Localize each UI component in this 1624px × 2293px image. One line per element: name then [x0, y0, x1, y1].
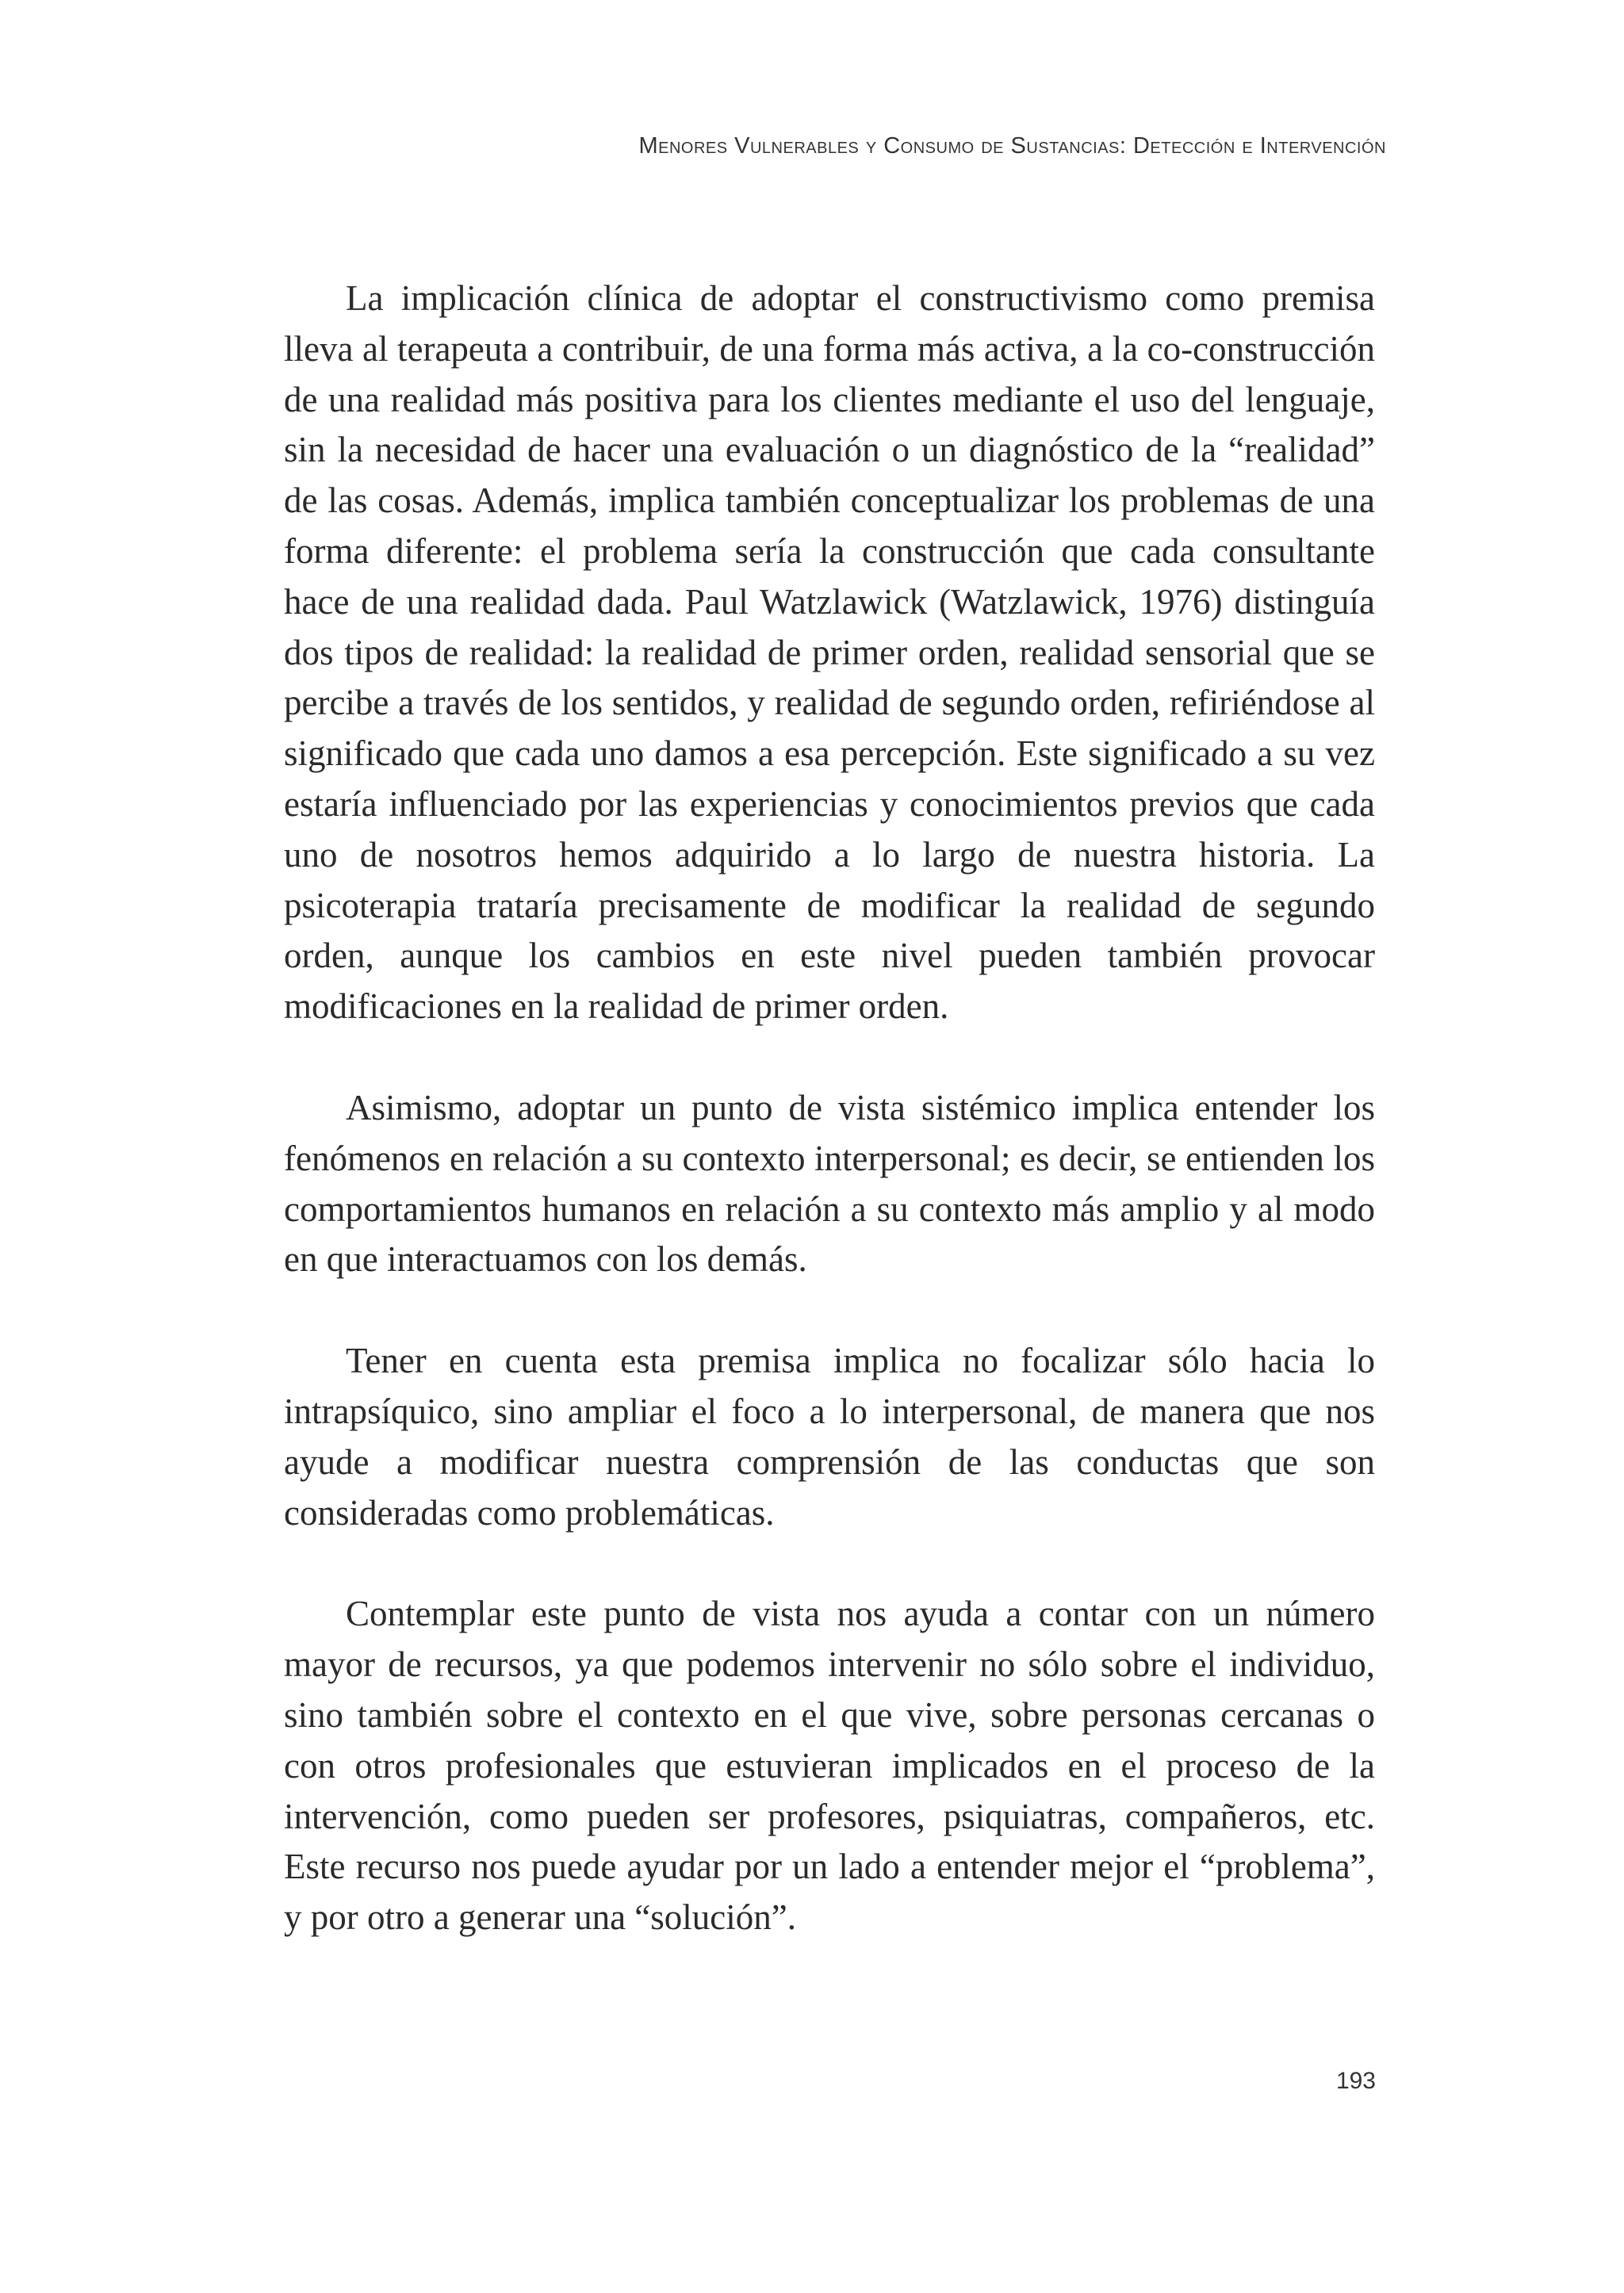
- paragraph-constructivism: La implicación clínica de adoptar el constructivismo como premisa lleva al terapeuta a contribuir, de una forma más activa, a la co-construcción de una realidad más positiva para los clientes mediante el uso del lenguaje, sin la necesidad de hacer una evaluación o un diagnóstico de la “realidad” de las cosas. Además, implica también conceptualizar los problemas de una forma diferente: el problema sería la construcción que cada consultante hace de una realidad dada. Paul Watzlawick (Watzlawick, 1976) distinguía dos tipos de realidad: la realidad de primer orden, realidad sensorial que se percibe a través de los sentidos, y realidad de segundo orden, refiriéndose al significado que cada uno damos a esa percepción. Este significado a su vez estaría influenciado por las experiencias y conocimientos previos que cada uno de nosotros hemos adquirido a lo largo de nuestra historia. La psicoterapia trataría precisamente de modificar la realidad de segundo orden, aunque los cambios en este nivel pueden también provocar modificaciones en la realidad de primer orden.: [284, 278, 1375, 1027]
- paragraph-systemic-view: Asimismo, adoptar un punto de vista sistémico implica entender los fenómenos en relación a su contexto interpersonal; es decir, se entienden los comportamientos humanos en relación a su contexto más amplio y al modo en que interactuamos con los demás.: [284, 1087, 1375, 1280]
- running-header: Menores Vulnerables y Consumo de Sustancias: Detección e Intervención: [638, 133, 1386, 159]
- paragraph-interpersonal-focus: Tener en cuenta esta premisa implica no focalizar sólo hacia lo intrapsíquico, sino ampliar el foco a lo interpersonal, de manera que nos ayude a modificar nuestra comprensión de las conductas que son consideradas como problemáticas.: [284, 1341, 1375, 1533]
- paragraph-resources: Contemplar este punto de vista nos ayuda a contar con un número mayor de recursos, ya que podemos intervenir no sólo sobre el individuo, sino también sobre el contexto en el que vive, sobre personas cercanas o con otros profesionales que estuvieran implicados en el proceso de la intervención, como pueden ser profesores, psiquiatras, compañeros, etc. Este recurso nos puede ayudar por un lado a entender mejor el “problema”, y por otro a generar una “solución”.: [284, 1594, 1375, 1938]
- body-text: [284, 274, 1375, 1943]
- page-number: 193: [1335, 2068, 1376, 2094]
